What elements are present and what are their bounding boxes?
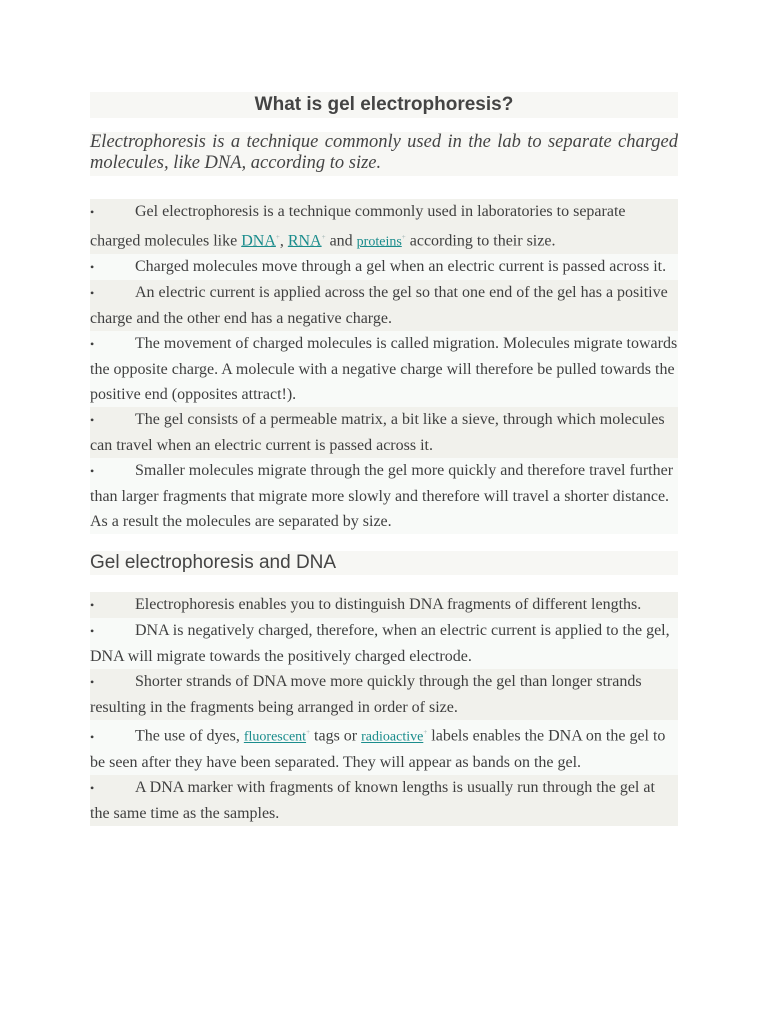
- item-text: Electrophoresis enables you to distinguish DNA fragments of different lengths.: [135, 596, 642, 614]
- radioactive-link[interactable]: radioactive: [361, 729, 424, 745]
- list-item: [90, 331, 678, 407]
- bullet-icon: •: [90, 780, 95, 795]
- item-text: tags or: [310, 727, 362, 745]
- item-text: and: [325, 232, 357, 250]
- item-text: according to their size.: [405, 232, 556, 250]
- item-text: Gel electrophoresis is a technique commonly used in laboratories to separate charged molecules like: [90, 203, 626, 250]
- lead-paragraph: Electrophoresis is a technique commonly used in the lab to separate charged molecules, like DNA, according to size.: [90, 132, 678, 176]
- list-item: [90, 458, 678, 534]
- bullet-icon: •: [90, 260, 95, 275]
- dna-link[interactable]: DNA: [241, 232, 276, 250]
- proteins-link[interactable]: proteins: [356, 234, 402, 250]
- bullet-icon: •: [90, 286, 95, 301]
- list-item: [90, 720, 678, 774]
- item-text: ,: [279, 232, 288, 250]
- fluorescent-link[interactable]: fluorescent: [243, 729, 307, 745]
- item-text: The movement of charged molecules is called migration. Molecules migrate towards the opposite charge. A molecule with a negative charge will therefore be pulled towards the positive end (opposites attract!).: [90, 335, 678, 404]
- bullet-icon: •: [90, 598, 95, 613]
- item-text: The gel consists of a permeable matrix, a bit like a sieve, through which molecules can travel when an electric current is passed across it.: [90, 411, 665, 455]
- item-text: DNA is negatively charged, therefore, when an electric current is applied to the gel, DNA will migrate towards the positively charged electrode.: [90, 622, 670, 666]
- link-marker-icon: +: [321, 233, 326, 241]
- list-item: [90, 254, 678, 280]
- list-item: [90, 280, 678, 331]
- list-item: [90, 618, 678, 669]
- link-marker-icon: +: [423, 728, 428, 737]
- page-title: What is gel electrophoresis?: [90, 92, 678, 118]
- bullet-icon: •: [90, 675, 95, 690]
- item-text: Charged molecules move through a gel when an electric current is passed across it.: [135, 258, 667, 276]
- article: [90, 92, 678, 826]
- bullet-icon: •: [90, 624, 95, 639]
- list-item: [90, 199, 678, 254]
- item-text: A DNA marker with fragments of known lengths is usually run through the gel at the same time as the samples.: [90, 778, 655, 822]
- bullet-icon: •: [90, 729, 95, 744]
- bullet-icon: •: [90, 205, 95, 219]
- item-text: Smaller molecules migrate through the gel more quickly and therefore travel further than larger fragments that migrate more slowly and therefore will travel a shorter distance. As a result the molecules are separated by size.: [90, 462, 674, 531]
- bullet-icon: •: [90, 337, 95, 352]
- section-heading: Gel electrophoresis and DNA: [90, 551, 678, 575]
- link-marker-icon: +: [306, 728, 311, 737]
- link-marker-icon: +: [401, 233, 406, 241]
- item-text: An electric current is applied across the gel so that one end of the gel has a positive charge and the other end has a negative charge.: [90, 284, 668, 328]
- list-item: [90, 669, 678, 720]
- item-text: Shorter strands of DNA move more quickly through the gel than longer strands resulting in the fragments being arranged in order of size.: [90, 673, 642, 717]
- list-item: [90, 407, 678, 458]
- bullet-list-2: [90, 592, 678, 825]
- rna-link[interactable]: RNA: [287, 232, 322, 250]
- bullet-list-1: [90, 199, 678, 534]
- bullet-icon: •: [90, 464, 95, 479]
- item-text: The use of dyes,: [135, 727, 244, 745]
- list-item: [90, 592, 678, 618]
- item-text: labels enables the DNA on the gel to be seen after they have been separated. They will appear as bands on the gel.: [90, 727, 666, 771]
- link-marker-icon: +: [275, 233, 280, 241]
- list-item: [90, 775, 678, 826]
- bullet-icon: •: [90, 413, 95, 428]
